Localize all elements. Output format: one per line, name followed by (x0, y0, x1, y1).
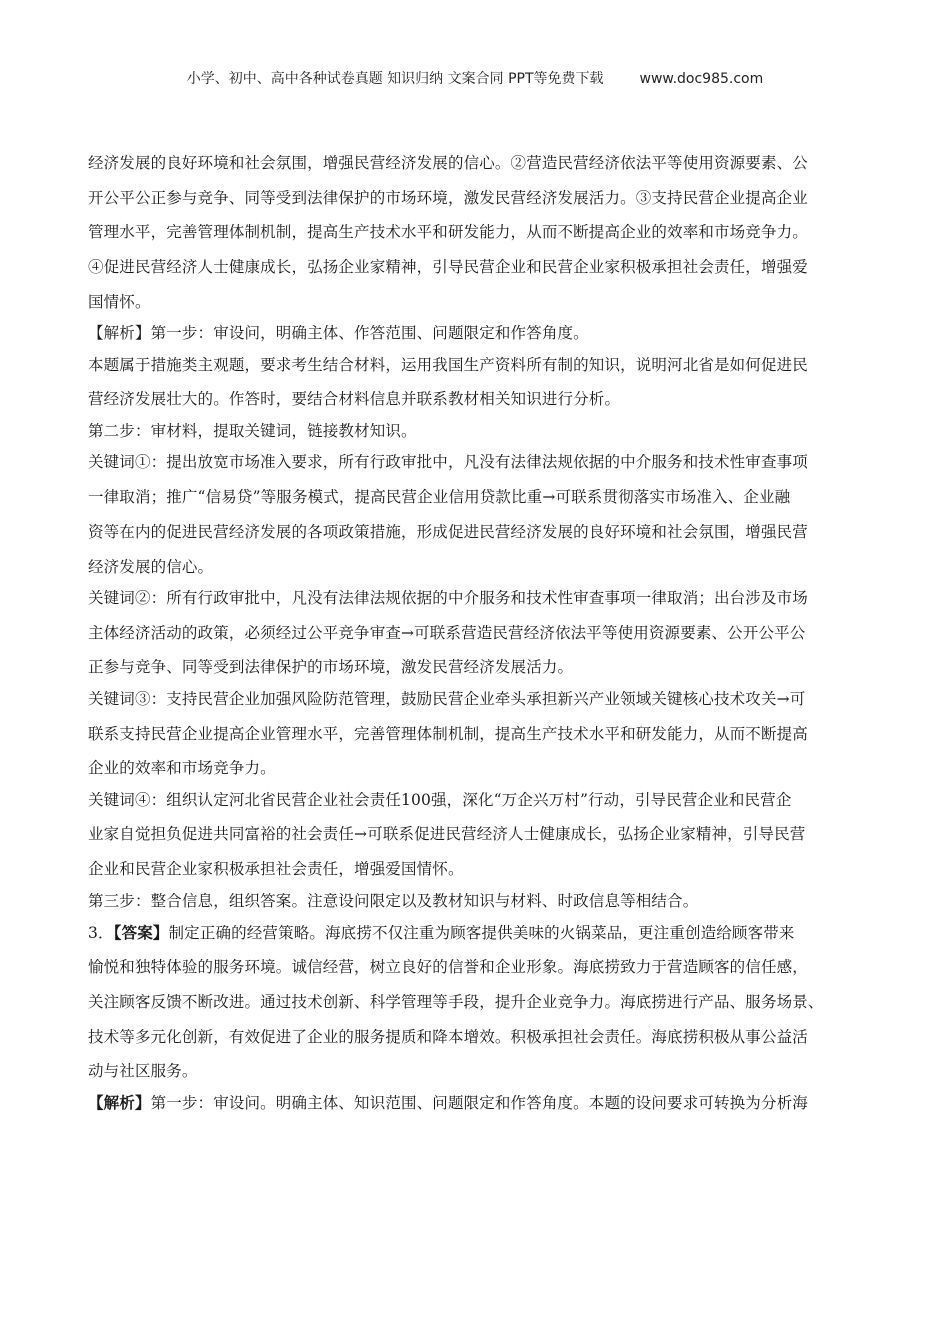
text-line: 经济发展的信心。 (88, 557, 214, 576)
text-line: 国情怀。 (88, 292, 151, 311)
analysis-text: 第一步：审设问。明确主体、知识范围、问题限定和作答角度。本题的设问要求可转换为分析海 (150, 1093, 808, 1112)
answer-text: 制定正确的经营策略。海底捞不仅注重为顾客提供美味的火锅菜品，更注重创造给顾客带来 (168, 923, 795, 942)
text-line: 第二步：审材料，提取关键词，链接教材知识。 (88, 421, 417, 440)
text-line: ④促进民营经济人士健康成长，弘扬企业家精神，引导民营企业和民营企业家积极承担社会责任，增强爱 (88, 258, 808, 277)
text-line: 关键词④：组织认定河北省民营企业社会责任100强，深化“万企兴万村”行动，引导民营企业和民营企 (88, 790, 792, 809)
text-line: 本题属于措施类主观题，要求考生结合材料，运用我国生产资料所有制的知识，说明河北省是如何促进民 (88, 355, 808, 374)
text-line: 主体经济活动的政策，必须经过公平竞争审查→可联系营造民营经济依法平等使用资源要素、公开公平公 (88, 623, 806, 642)
page-header (0, 68, 950, 88)
header-text: 小学、初中、高中各种试卷真题 知识归纳 文案合同 PPT等免费下载 (186, 71, 604, 87)
text-line: 管理水平，完善管理体制机制，提高生产技术水平和研发能力，从而不断提高企业的效率和市场竞争力。 (88, 223, 808, 242)
text-line: 企业的效率和市场竞争力。 (88, 759, 276, 778)
text-line: 资等在内的促进民营经济发展的各项政策措施，形成促进民营经济发展的良好环境和社会氛围，增强民营 (88, 522, 808, 541)
header-site-link[interactable]: www.doc985.com (639, 71, 764, 87)
text-line: 业家自觉担负促进共同富裕的社会责任→可联系促进民营经济人士健康成长，弘扬企业家精神，引导民营 (88, 825, 806, 844)
text-line: 【解析】第一步：审设问，明确主体、作答范围、问题限定和作答角度。 (88, 324, 589, 343)
text-line: 一律取消；推广“信易贷”等服务模式，提高民营企业信用贷款比重→可联系贯彻落实市场准入、企业融 (88, 488, 791, 507)
text-line: 关注顾客反馈不断改进。通过技术创新、科学管理等手段，提升企业竞争力。海底捞进行产品、服务场景、 (88, 993, 824, 1011)
text-line: 正参与竞争、同等受到法律保护的市场环境，激发民营经济发展活力。 (88, 658, 574, 677)
text-line: 关键词①：提出放宽市场准入要求，所有行政审批中，凡没有法律法规依据的中介服务和技术性审查事项 (88, 453, 808, 472)
answer-tag: 【答案】 (113, 923, 169, 942)
text-line: 开公平公正参与竞争、同等受到法律保护的市场环境，激发民营经济发展活力。③支持民营企业提高企业 (88, 188, 808, 207)
text-line: 经济发展的良好环境和社会氛围，增强民营经济发展的信心。②营造民营经济依法平等使用资源要素、公 (88, 154, 808, 172)
document-body (88, 154, 866, 1129)
text-line: 动与社区服务。 (88, 1062, 198, 1081)
analysis-tag: 【解析】 (88, 1093, 151, 1112)
text-line: 关键词③：支持民营企业加强风险防范管理，鼓励民营企业牵头承担新兴产业领域关键核心技术攻关→可 (88, 689, 806, 708)
question-number: 3． (88, 923, 114, 942)
question-3-answer-line (88, 924, 866, 959)
analysis-line (88, 1094, 866, 1129)
text-line: 愉悦和独特体验的服务环境。诚信经营，树立良好的信誉和企业形象。海底捞致力于营造顾客的信任感， (88, 958, 808, 977)
text-line: 技术等多元化创新，有效促进了企业的服务提质和降本增效。积极承担社会责任。海底捞积极从事公益活 (88, 1027, 808, 1046)
text-line: 联系支持民营企业提高企业管理水平，完善管理体制机制，提高生产技术水平和研发能力，从而不断提高 (88, 724, 808, 743)
text-line: 营经济发展壮大的。作答时，要结合材料信息并联系教材相关知识进行分析。 (88, 390, 621, 409)
text-line: 关键词②：所有行政审批中，凡没有法律法规依据的中介服务和技术性审查事项一律取消；出台涉及市场 (88, 589, 808, 607)
text-line: 企业和民营企业家积极承担社会责任，增强爱国情怀。 (88, 860, 464, 879)
text-line: 第三步：整合信息，组织答案。注意设问限定以及教材知识与材料、时政信息等相结合。 (88, 891, 699, 910)
